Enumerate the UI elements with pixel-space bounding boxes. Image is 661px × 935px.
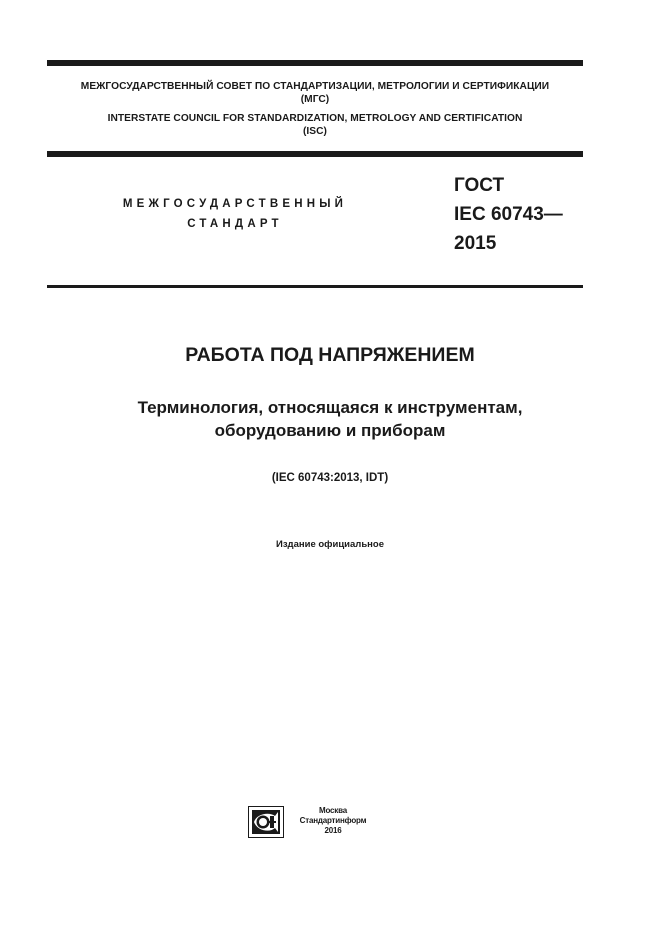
publication-year: 2016: [324, 826, 342, 835]
standard-designation: [454, 171, 563, 258]
publisher-imprint: [290, 806, 376, 836]
standard-designation-line3: 2015: [454, 233, 497, 254]
standard-type-line2: СТАНДАРТ: [187, 218, 283, 230]
standard-designation-line1: ГОСТ: [454, 175, 505, 196]
standard-type: [100, 194, 370, 234]
publisher-city: Москва: [319, 806, 347, 815]
edition-note: Издание официальное: [276, 539, 384, 550]
publisher-name: Стандартинформ: [299, 816, 367, 825]
document-subtitle-line2: оборудованию и приборам: [214, 421, 446, 440]
standard-designation-line2: IEC 60743—: [454, 204, 563, 225]
council-name-en: [47, 112, 583, 138]
document-subtitle: [47, 396, 613, 442]
top-rule: [47, 60, 583, 66]
council-abbrev-en: (ISC): [302, 126, 328, 137]
council-name-ru: [47, 80, 583, 106]
council-abbrev-ru: (МГС): [300, 94, 330, 105]
international-reference: (IEC 60743:2013, IDT): [271, 472, 389, 484]
document-subtitle-line1: Терминология, относящаяся к инструментам,: [137, 398, 523, 417]
standard-type-line1: МЕЖГОСУДАРСТВЕННЫЙ: [122, 198, 348, 210]
council-name-en-line: INTERSTATE COUNCIL FOR STANDARDIZATION, METROLOGY AND CERTIFICATION: [107, 113, 523, 124]
document-title: РАБОТА ПОД НАПРЯЖЕНИЕМ: [185, 344, 475, 366]
middle-rule: [47, 151, 583, 157]
bottom-rule: [47, 285, 583, 288]
standartinform-logo-icon: [248, 806, 284, 838]
council-name-ru-line: МЕЖГОСУДАРСТВЕННЫЙ СОВЕТ ПО СТАНДАРТИЗАЦИИ, МЕТРОЛОГИИ И СЕРТИФИКАЦИИ: [80, 81, 550, 92]
